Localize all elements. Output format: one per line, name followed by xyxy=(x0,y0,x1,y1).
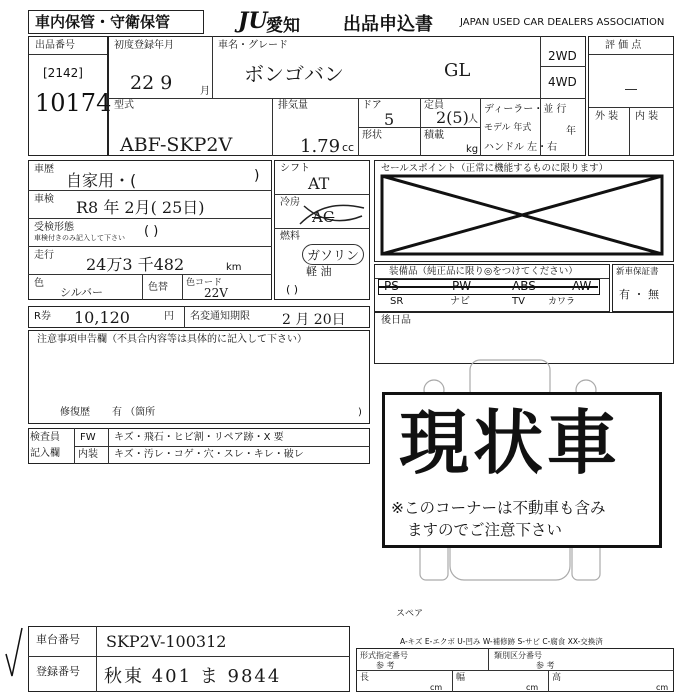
vehicle-name-label: 車名・グレード xyxy=(218,40,288,51)
equip-ps: PS xyxy=(384,279,399,293)
cooler-strike-icon xyxy=(298,200,366,226)
listing-number-box xyxy=(28,36,112,156)
r-ticket-label: R券 xyxy=(34,311,51,322)
inspection-value: R8 年 2月( 25日) xyxy=(76,198,205,217)
load-unit: kg xyxy=(466,144,479,155)
shape-label: 形状 xyxy=(362,130,382,141)
height-label: 高 xyxy=(552,673,562,683)
mileage-unit: km xyxy=(226,262,242,273)
equip-tv: TV xyxy=(512,296,525,307)
color-label: 色 xyxy=(34,278,44,289)
repair-value: 有 （箇所 xyxy=(112,407,156,418)
rating-interior: 内 装 xyxy=(635,111,659,122)
damage-legend: A-キズ E-エクボ U-凹み W-補修跡 S-サビ C-腐食 XX-交換済 xyxy=(400,637,603,646)
notes-label: 注意事項申告欄（不具合内容等は具体的に記入して下さい） xyxy=(37,334,307,345)
r-ticket-unit: 円 xyxy=(164,311,174,322)
as-is-title: 現状車 xyxy=(399,402,621,484)
storage-badge-text: 車内保管・守衛保管 xyxy=(35,13,171,31)
color-swap-label: 色替 xyxy=(148,282,168,293)
accept-paren: ( ) xyxy=(144,224,159,239)
color-value: シルバー xyxy=(60,286,103,299)
accept-label: 受検形態 xyxy=(34,222,74,233)
warranty-box xyxy=(612,264,674,312)
capacity-label: 定員 xyxy=(424,100,444,111)
color-code-label: 色コード xyxy=(186,278,223,288)
handle-label: ハンドル 左・右 xyxy=(484,142,558,153)
length-label: 長 xyxy=(360,673,370,683)
first-reg-label: 初度登録年月 xyxy=(114,40,174,51)
fuel-paren: ( ) xyxy=(286,283,299,296)
aftermarket-label: 後日品 xyxy=(381,315,411,326)
drive-2wd: 2WD xyxy=(548,49,577,63)
as-is-note-1: ※このコーナーは不動車も含み xyxy=(391,499,606,517)
designation-label: 形式指定番号 xyxy=(360,651,408,660)
cooler-value: AC xyxy=(312,208,335,226)
notice-label: 名変通知期限 xyxy=(190,311,250,322)
model-label: 型式 xyxy=(114,100,134,111)
drive-4wd: 4WD xyxy=(548,75,577,89)
listing-number-label: 出品番号 xyxy=(35,40,75,51)
warranty-value: 有 ・ 無 xyxy=(619,288,659,301)
equip-abs: ABS xyxy=(512,279,536,293)
registration-label: 登録番号 xyxy=(36,665,80,678)
accept-sub: 車検付きのみ記入して下さい xyxy=(34,234,125,242)
diesel-label: 軽 油 xyxy=(306,265,332,278)
repair-close: ) xyxy=(358,407,362,418)
check-mark-icon xyxy=(2,624,26,684)
equip-other: カワラ xyxy=(548,297,576,307)
vehicle-name: ボンゴバン xyxy=(244,62,344,86)
registration-value: 秋東 401 ま 9844 xyxy=(104,666,282,687)
as-is-stamp xyxy=(382,392,662,548)
storage-badge xyxy=(28,10,204,34)
door-value: 5 xyxy=(384,110,395,129)
displacement-label: 排気量 xyxy=(278,100,308,111)
header-subtitle: JAPAN USED CAR DEALERS ASSOCIATION xyxy=(460,17,665,28)
equip-sr: SR xyxy=(390,296,404,307)
chassis-label: 車台番号 xyxy=(36,633,80,646)
dealer-label: ディーラー・並 行 xyxy=(484,104,567,115)
color-code-value: 22V xyxy=(204,286,228,300)
inspector-label-1: 検査員 xyxy=(30,432,60,443)
inspector-in-items: キズ・汚レ・コゲ・穴・スレ・キレ・破レ xyxy=(114,449,304,460)
equipment-label: 装備品（純正品に限り◎をつけてください） xyxy=(389,266,578,277)
document-title: 出品申込書 xyxy=(343,14,433,35)
rating-exterior: 外 装 xyxy=(595,111,619,122)
notice-value: 2 月 20日 xyxy=(282,312,346,328)
model-year-label: モデル 年式 xyxy=(484,123,532,133)
first-reg-unit: 月 xyxy=(200,86,210,97)
displacement-unit: cc xyxy=(342,141,355,154)
rating-label: 評 価 点 xyxy=(605,40,642,51)
cooler-label: 冷房 xyxy=(280,197,300,208)
length-unit: cm xyxy=(430,683,443,692)
year-unit: 年 xyxy=(566,126,576,137)
chassis-value: SKP2V-100312 xyxy=(106,632,227,651)
mileage-label: 走行 xyxy=(34,250,54,261)
mileage-value: 24万3 千482 xyxy=(86,255,185,274)
r-ticket-value: 10,120 xyxy=(74,308,130,327)
first-reg-value: 22 9 xyxy=(130,72,173,94)
warranty-label: 新車保証書 xyxy=(616,267,659,277)
category-ref: 参 考 xyxy=(536,661,555,670)
spare-label: スペア xyxy=(396,609,424,619)
listing-box-code: [2142] xyxy=(43,66,83,80)
fuel-label: 燃料 xyxy=(280,231,300,242)
inspector-label-2: 記入欄 xyxy=(30,448,60,459)
ju-logo: JU xyxy=(238,8,268,34)
model-value: ABF-SKP2V xyxy=(120,134,233,156)
width-unit: cm xyxy=(526,683,539,692)
category-label: 類別区分番号 xyxy=(494,651,542,660)
door-label: ドア xyxy=(362,100,382,111)
shift-label: シフト xyxy=(280,163,310,174)
vehicle-grade: GL xyxy=(444,60,471,81)
rating-box xyxy=(588,36,674,156)
sales-crossout-icon xyxy=(380,174,664,256)
shift-value: AT xyxy=(308,174,330,193)
listing-number: 10174 xyxy=(35,89,112,117)
designation-ref: 参 考 xyxy=(376,661,395,670)
inspector-fw-items: キズ・飛石・ヒビ割・リペア跡・X 要 xyxy=(114,432,284,443)
equip-navi: ナビ xyxy=(450,296,470,307)
org-name: 愛知 xyxy=(266,16,300,36)
width-label: 幅 xyxy=(456,673,466,683)
inspector-fw: FW xyxy=(80,432,96,443)
sales-label: セールスポイント（正常に機能するものに限ります） xyxy=(381,163,609,174)
history-value: 自家用・( xyxy=(66,171,137,190)
repair-label: 修復歴 xyxy=(60,407,90,418)
history-label: 車歴 xyxy=(34,164,54,175)
equip-pw: PW xyxy=(452,279,472,293)
height-unit: cm xyxy=(656,683,669,692)
displacement-value: 1.79 xyxy=(300,136,341,157)
capacity-unit: 人 xyxy=(468,114,478,125)
fuel-value: ガソリン xyxy=(302,244,364,265)
inspection-label: 車検 xyxy=(34,194,54,205)
capacity-value: 2(5) xyxy=(436,108,469,127)
load-label: 積載 xyxy=(424,130,444,141)
inspector-in: 内装 xyxy=(78,449,98,460)
as-is-note-2: ますのでご注意下さい xyxy=(407,521,563,539)
equip-aw: AW xyxy=(572,279,592,293)
history-close: ) xyxy=(254,168,260,184)
